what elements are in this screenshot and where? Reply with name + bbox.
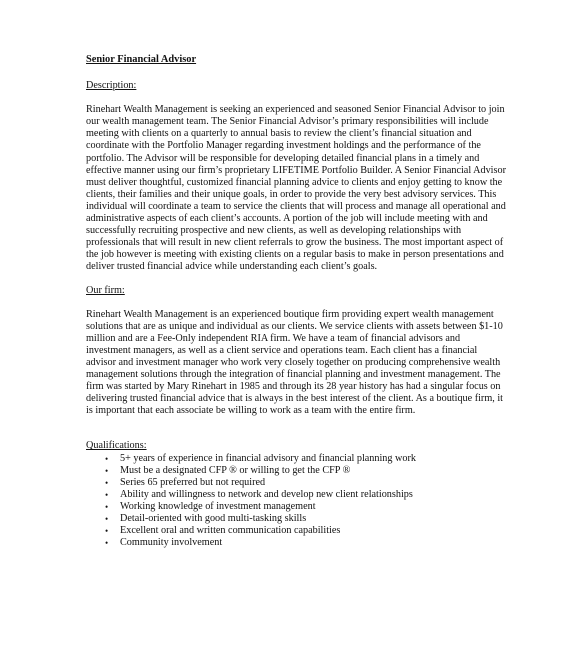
bullet-icon: • (105, 489, 109, 500)
firm-paragraph: Rinehart Wealth Management is an experienced boutique firm providing expert wealth management solutions that are as unique and individual as our clients. We service clients with assets between $1-10 million and are a Fee-Only independent RIA firm. We have a team of financial advisors and investment managers, as well as a client service and operations team. Each client has a financial advisor and investment manager who work very closely together on producing comprehensive wealth management solutions through the integration of financial planning and investment management. The firm was started by Mary Rinehart in 1985 and through its 28 year history has had a singular focus on delivering trusted financial advice that is always in the best interest of the client. As a boutique firm, it is important that each associate be willing to work as a team with the entire firm. (86, 308, 504, 417)
list-item-text: Series 65 preferred but not required (120, 476, 266, 488)
list-item-text: Ability and willingness to network and develop new client relationships (120, 488, 413, 500)
list-item-text: Community involvement (120, 537, 223, 549)
list-item (105, 452, 506, 465)
list-item (105, 488, 506, 501)
bullet-icon: • (105, 526, 109, 537)
list-item (105, 464, 506, 477)
list-item-text: Working knowledge of investment management (120, 500, 316, 512)
bullet-icon: • (105, 465, 109, 476)
list-item-text: 5+ years of experience in financial advisory and financial planning work (120, 452, 416, 464)
list-item-text: Detail-oriented with good multi-tasking skills (120, 513, 307, 524)
document-title: Senior Financial Advisor (86, 54, 197, 65)
bullet-icon: • (105, 477, 109, 488)
bullet-icon: • (105, 453, 109, 464)
description-paragraph: Rinehart Wealth Management is seeking an experienced and seasoned Senior Financial Advisor to join our wealth management team. The Senior Financial Advisor’s primary responsibilities will include meeting with clients on a quarterly to annual basis to review the client’s financial situation and coordinate with the Portfolio Manager regarding investment holdings and the performance of the portfolio. The Advisor will be responsible for developing detailed financial plans in a timely and effective manner using our firm’s proprietary LIFETIME Portfolio Builder. A Senior Financial Advisor must deliver thoughtful, customized financial planning advice to clients and enjoy getting to know the clients, their families and their unique goals, in order to provide the very best advisory services. This individual will coordinate a team to service the clients that will process and manage all operational and administrative aspects of each client’s accounts. A portion of the job will include meeting with and successfully recruiting prospective and new clients, as well as developing relationships with professionals that will result in new client referrals to grow the business. The most important aspect of the job however is meeting with existing clients on a regular basis to make in person presentations and deliver trusted financial advice while understanding each client’s goals. (86, 104, 506, 273)
list-item (105, 500, 506, 513)
qualifications-heading: Qualifications: (86, 440, 147, 452)
list-item-text: Must be a designated CFP ® or willing to get the CFP ® (120, 464, 351, 476)
bullet-icon: • (105, 514, 109, 524)
firm-heading: Our firm: (86, 284, 125, 296)
list-item-text: Excellent oral and written communication capabilities (120, 525, 341, 537)
section-spacer (86, 428, 506, 440)
list-item (105, 525, 506, 537)
bullet-icon: • (105, 538, 109, 549)
list-item (105, 513, 506, 525)
bullet-icon: • (105, 501, 109, 512)
description-heading: Description: (86, 80, 137, 92)
qualifications-list (86, 453, 506, 550)
document-body (86, 54, 506, 549)
list-item (105, 476, 506, 489)
list-item (105, 537, 506, 549)
